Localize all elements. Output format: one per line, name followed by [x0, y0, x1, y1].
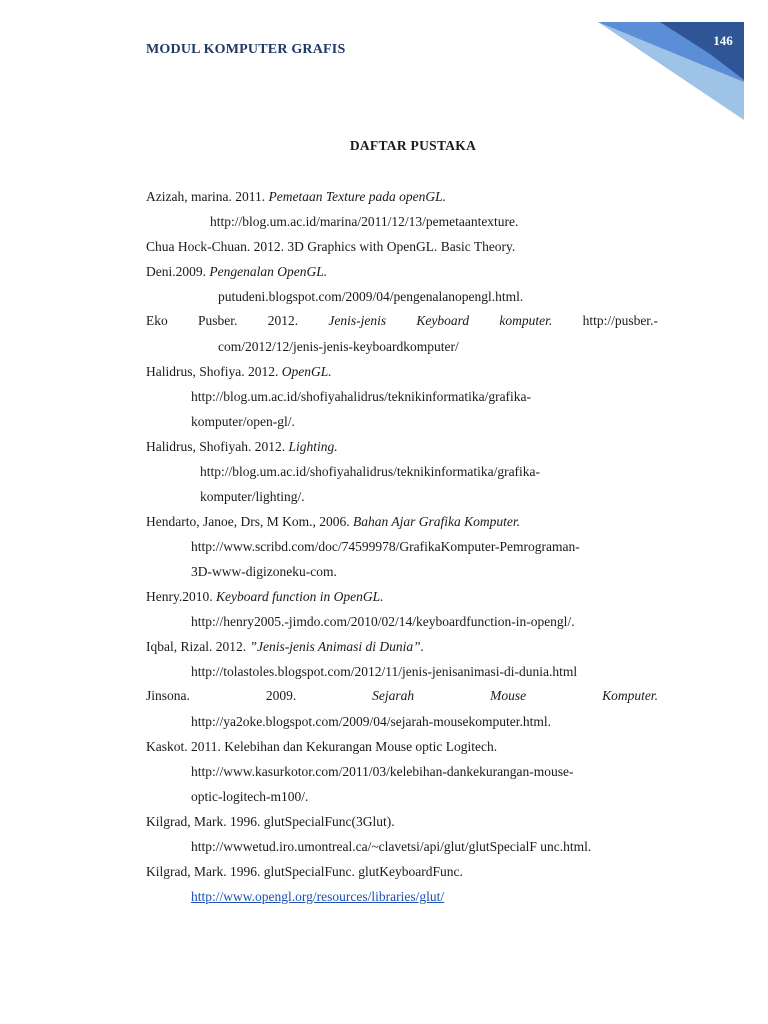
- reference-title: ”Jenis-jenis Animasi di Dunia”.: [249, 639, 424, 654]
- reference-url: http://tolastoles.blogspot.com/2012/11/jenis-jenisanimasi-di-dunia.html: [191, 664, 578, 679]
- reference-word: Jenis-jenis: [328, 313, 387, 328]
- reference-8: [146, 588, 383, 606]
- reference-url: http://blog.um.ac.id/marina/2011/12/13/pemetaantexture.: [210, 214, 519, 229]
- reference-title: Lighting.: [288, 439, 338, 454]
- reference-5: [146, 363, 332, 381]
- reference-1: [146, 188, 446, 206]
- reference-author: Deni.2009.: [146, 264, 210, 279]
- reference-title: Pengenalan OpenGL.: [209, 264, 328, 279]
- reference-word: Keyboard: [416, 313, 470, 328]
- reference-word: Mouse: [490, 688, 527, 703]
- reference-9: [146, 638, 424, 656]
- reference-word: Pusber.: [198, 313, 238, 328]
- reference-6: [146, 438, 338, 456]
- page-number: 146: [713, 33, 733, 48]
- reference-author: Hendarto, Janoe, Drs, M Kom., 2006.: [146, 514, 353, 529]
- reference-title: Keyboard function in OpenGL.: [216, 589, 384, 604]
- reference-url: http://blog.um.ac.id/shofiyahalidrus/teknikinformatika/grafika-: [191, 389, 532, 404]
- reference-word: komputer.: [499, 313, 553, 328]
- reference-url: http://www.scribd.com/doc/74599978/GrafikaKomputer-Pemrograman-: [191, 539, 580, 554]
- reference-url: http://blog.um.ac.id/shofiyahalidrus/teknikinformatika/grafika-: [200, 464, 541, 479]
- header-title: MODUL KOMPUTER GRAFIS: [146, 42, 346, 57]
- reference-word: 2009.: [265, 688, 297, 703]
- reference-12: Kilgrad, Mark. 1996. glutSpecialFunc(3Glut).: [146, 814, 395, 829]
- reference-word: 2012.: [267, 313, 299, 328]
- reference-author: Azizah, marina. 2011.: [146, 189, 269, 204]
- reference-author: Henry.2010.: [146, 589, 216, 604]
- corner-decoration: [590, 20, 768, 124]
- reference-url: http://www.kasurkotor.com/2011/03/kelebihan-dankekurangan-mouse-: [191, 764, 574, 779]
- reference-author: Iqbal, Rizal. 2012.: [146, 639, 250, 654]
- reference-url: http://ya2oke.blogspot.com/2009/04/sejarah-mousekomputer.html.: [191, 714, 551, 729]
- reference-3: [146, 263, 327, 281]
- reference-url-cont: komputer/lighting/.: [200, 489, 305, 504]
- reference-13: Kilgrad, Mark. 1996. glutSpecialFunc. glutKeyboardFunc.: [146, 864, 463, 879]
- reference-10: [146, 688, 658, 704]
- reference-title: OpenGL.: [281, 364, 332, 379]
- reference-11: Kaskot. 2011. Kelebihan dan Kekurangan Mouse optic Logitech.: [146, 739, 498, 754]
- reference-title: Bahan Ajar Grafika Komputer.: [352, 514, 520, 529]
- reference-url: http://wwwetud.iro.umontreal.ca/~clavetsi/api/glut/glutSpecialF unc.html.: [191, 839, 592, 854]
- reference-author: Halidrus, Shofiya. 2012.: [146, 364, 282, 379]
- reference-link[interactable]: http://www.opengl.org/resources/libraries/glut/: [191, 889, 445, 904]
- reference-url-cont: komputer/open-gl/.: [191, 414, 295, 429]
- reference-url-cont: optic-logitech-m100/.: [191, 789, 309, 804]
- reference-word: Eko: [146, 313, 168, 328]
- reference-url: com/2012/12/jenis-jenis-keyboardkomputer/: [218, 339, 459, 354]
- reference-2: Chua Hock-Chuan. 2012. 3D Graphics with OpenGL. Basic Theory.: [146, 239, 516, 254]
- reference-word: Jinsona.: [146, 688, 190, 703]
- reference-url: putudeni.blogspot.com/2009/04/pengenalanopengl.html.: [218, 289, 524, 304]
- reference-title: Pemetaan Texture pada openGL.: [268, 189, 446, 204]
- reference-author: Halidrus, Shofiyah. 2012.: [146, 439, 289, 454]
- reference-url: http://henry2005.-jimdo.com/2010/02/14/keyboardfunction-in-opengl/.: [191, 614, 575, 629]
- page-heading: DAFTAR PUSTAKA: [349, 138, 477, 153]
- reference-word: Komputer.: [602, 688, 658, 703]
- reference-4: [146, 313, 658, 329]
- reference-7: [146, 513, 520, 531]
- reference-word: http://pusber.-: [582, 313, 658, 328]
- reference-word: Sejarah: [372, 688, 415, 703]
- reference-url-cont: 3D-www-digizoneku-com.: [191, 564, 337, 579]
